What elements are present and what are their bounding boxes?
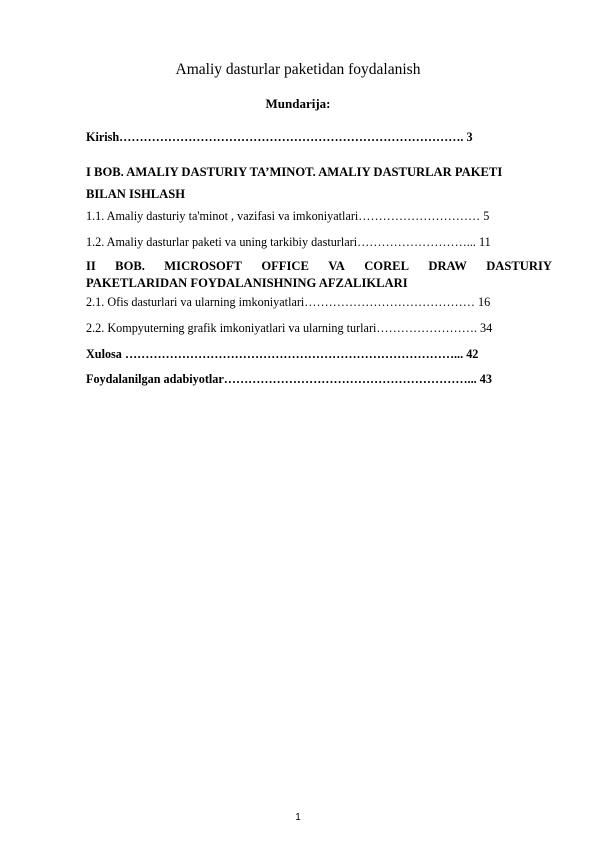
toc-entry-kirish: Kirish…………………………………………………………………………. 3 — [86, 130, 473, 144]
toc-chapter2-word: II — [86, 259, 96, 273]
toc-chapter1-line2: BILAN ISHLASH — [86, 187, 186, 201]
toc-chapter2-word: OFFICE — [261, 259, 309, 273]
toc-entry-1-1 — [86, 208, 552, 224]
toc-heading: Mundarija: — [265, 96, 331, 111]
toc-chapter2-word: BOB. — [115, 259, 145, 273]
toc-entry-2-1 — [86, 294, 552, 310]
toc-chapter2-word: VA — [328, 259, 345, 273]
page-number: 1 — [295, 812, 301, 823]
toc-entry-1-2-text: 1.2. Amaliy dasturlar paketi va uning tarkibiy dasturlari………………………... 11 — [86, 235, 491, 249]
toc-chapter2-word: MICROSOFT — [164, 259, 242, 273]
toc-chapter2-word: DRAW — [428, 259, 467, 273]
toc-entry-2-2 — [86, 320, 552, 336]
toc-entry-1-2 — [86, 234, 552, 250]
toc-chapter2-word: COREL — [364, 259, 409, 273]
toc-entry-2-1-text: 2.1. Ofis dasturlari va ularning imkoniyatlari…………………………………… 16 — [86, 295, 491, 309]
toc-chapter2-line1 — [86, 258, 552, 274]
toc-entry-xulosa: Xulosa ………………………………………………………………………... 42 — [86, 347, 479, 361]
toc-entry-1-1-text: 1.1. Amaliy dasturiy ta'minot , vazifasi va imkoniyatlari………………………… 5 — [86, 209, 490, 223]
toc-chapter1-line1: I BOB. AMALIY DASTURIY TA’MINOT. AMALIY DASTURLAR PAKETI — [86, 165, 503, 179]
toc-chapter2-word: DASTURIY — [486, 259, 552, 273]
toc-entry-2-2-text: 2.2. Kompyuterning grafik imkoniyatlari va ularning turlari……………………. 34 — [86, 321, 493, 335]
toc-entry-adabiyotlar: Foydalanilgan adabiyotlar……………………………………………………... 43 — [86, 372, 492, 386]
document-title: Amaliy dasturlar paketidan foydalanish — [175, 61, 421, 78]
toc-chapter2-line2: PAKETLARIDAN FOYDALANISHNING AFZALIKLARI — [86, 276, 408, 290]
